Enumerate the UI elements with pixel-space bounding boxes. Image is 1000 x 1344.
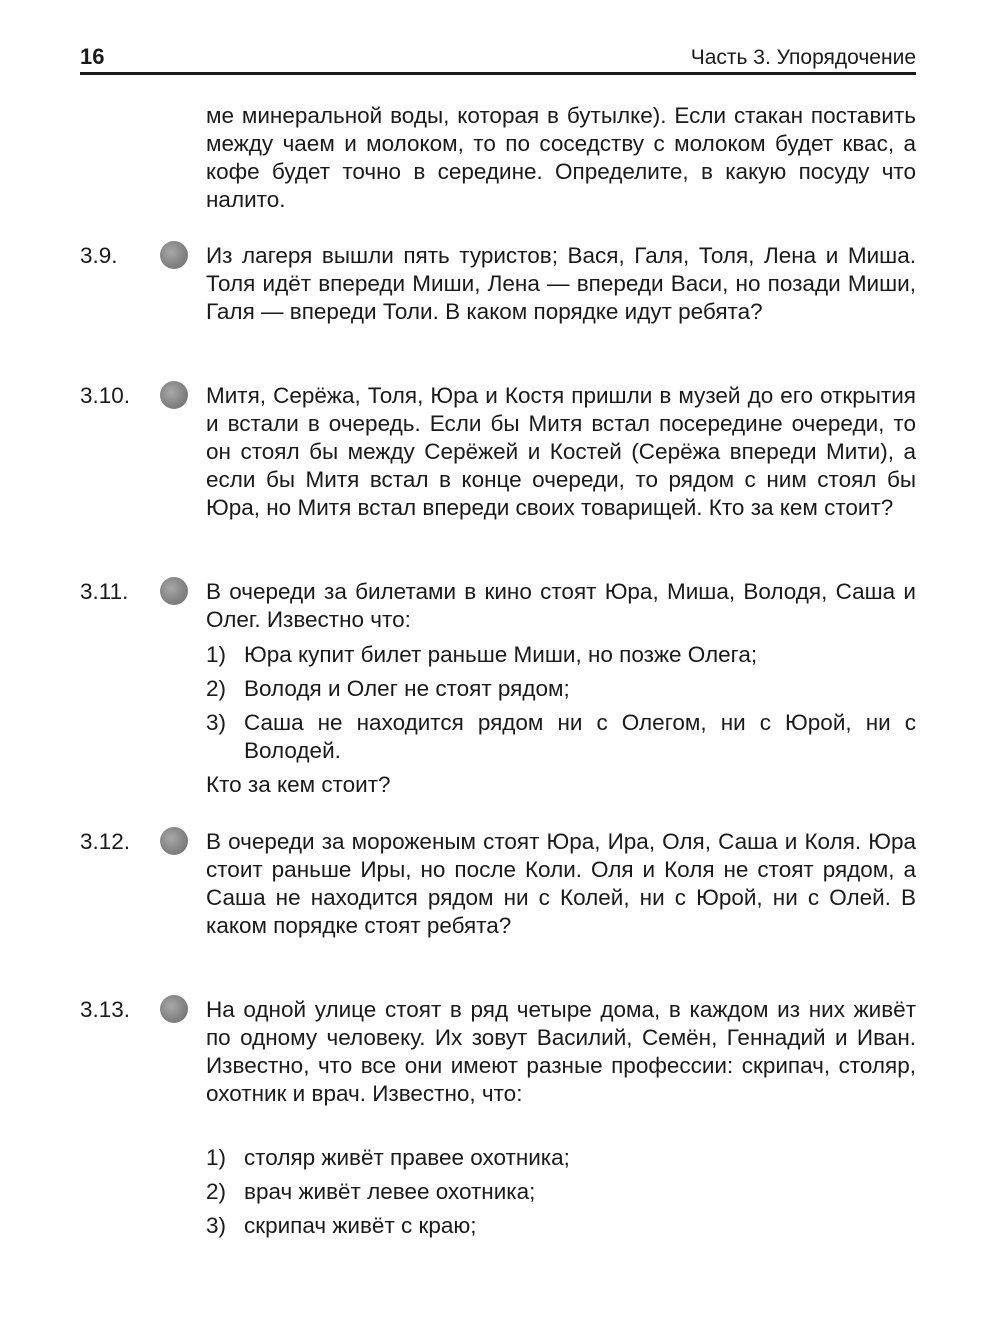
problem-number: 3.9. [80,243,118,268]
problem-question: Кто за кем стоит? [206,772,391,797]
page-header [80,44,916,75]
list-item-number: 1) [206,1145,227,1170]
page-number: 16 [80,44,105,69]
list-item-text: столяр живёт правее охотника; [244,1145,570,1170]
list-item [206,709,916,765]
problem-number: 3.12. [80,829,131,854]
difficulty-dot-icon [160,995,188,1023]
problem-text: Митя, Серёжа, Толя, Юра и Костя пришли в музей до его открытия и встали в очередь. Если бы Митя встал посередине очереди, то он стоял бы между Серёжей и Костей (Серёжа впереди Мити), а если бы Митя встал в конце очереди, то рядом с ним стоял бы Юра, но Митя встал впереди своих товарищей. Кто за кем стоит? [206,383,916,520]
difficulty-dot-icon [160,241,188,269]
problem-text: Из лагеря вышли пять туристов; Вася, Галя, Толя, Лена и Миша. Толя идёт впереди Миши, Лена — впереди Васи, но позади Миши, Галя — впереди Толи. В каком порядке идут ребята? [206,243,916,324]
list-item-text: Юра купит билет раньше Миши, но позже Олега; [244,642,758,667]
problem-text: В очереди за мороженым стоят Юра, Ира, Оля, Саша и Коля. Юра стоит раньше Иры, но после Коли. Оля и Коля не стоят рядом, а Саша не находится рядом ни с Колей, ни с Юрой, ни с Олей. В каком порядке стоят ребята? [206,829,916,938]
list-item [206,675,916,703]
section-title: Часть 3. Упорядочение [690,46,916,69]
difficulty-dot-icon [160,577,188,605]
problem-number: 3.10. [80,383,131,408]
problem-text: В очереди за билетами в кино стоят Юра, Миша, Володя, Саша и Олег. Известно что: [206,579,916,632]
list-item-text: врач живёт левее охотника; [244,1179,536,1204]
list-item-text: Володя и Олег не стоят рядом; [244,676,570,701]
continuation-paragraph: ме минеральной воды, которая в бутылке). Если стакан поставить между чаем и молоком, то по соседству с молоком будет квас, а кофе будет точно в середине. Определите, в какую посуду что налито. [206,103,916,212]
list-item [206,1144,916,1172]
list-item-text: Саша не находится рядом ни с Олегом, ни с Юрой, ни с Володей. [244,710,916,763]
list-item-number: 3) [206,1213,227,1238]
difficulty-dot-icon [160,827,188,855]
list-item-number: 1) [206,642,227,667]
list-item-number: 2) [206,676,227,701]
list-item [206,1178,916,1206]
problem-number: 3.11. [80,579,129,604]
problem-text: На одной улице стоят в ряд четыре дома, в каждом из них живёт по одному человеку. Их зовут Василий, Семён, Геннадий и Иван. Известно, что все они имеют разные профессии: скрипач, столяр, охотник и врач. Известно, что: [206,997,916,1106]
list-item [206,641,916,669]
list-item [206,1212,916,1240]
list-item-number: 2) [206,1179,227,1204]
list-item-text: скрипач живёт с краю; [244,1213,477,1238]
problem-number: 3.13. [80,997,131,1022]
difficulty-dot-icon [160,381,188,409]
list-item-number: 3) [206,710,227,735]
